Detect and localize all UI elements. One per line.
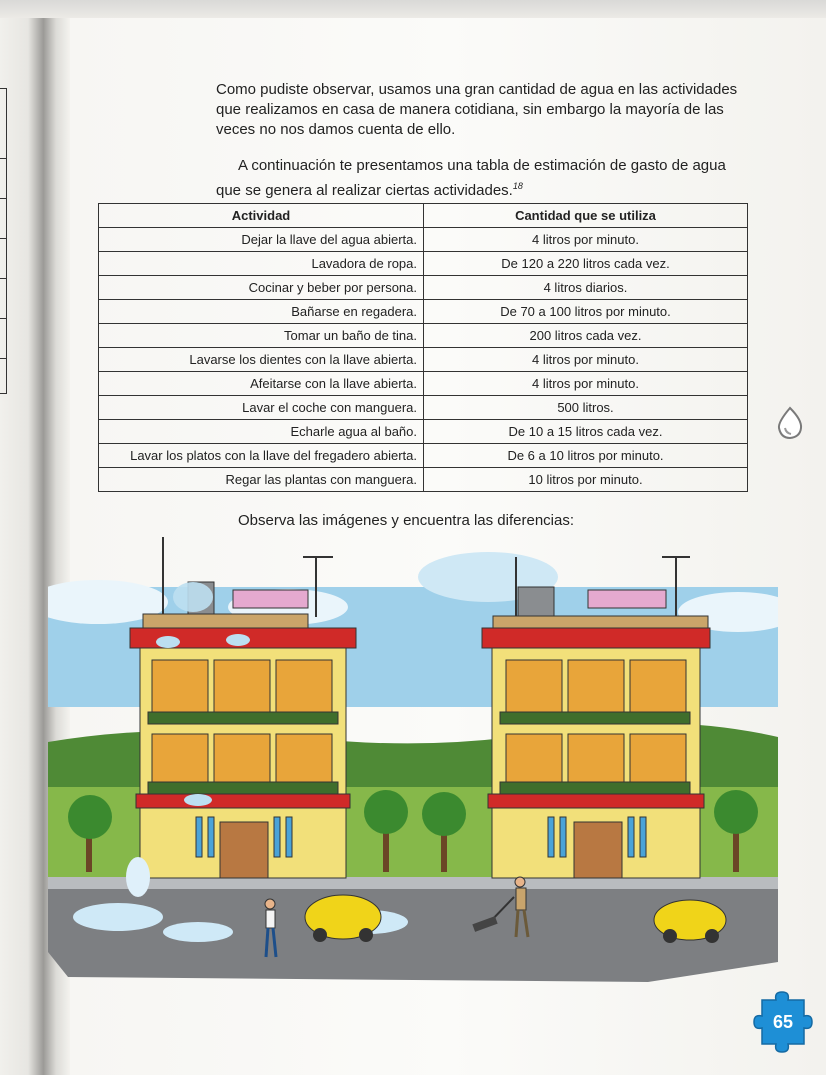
activity-cell: Cocinar y beber por persona. xyxy=(99,276,424,300)
instruction-text: Observa las imágenes y encuentra las diferencias: xyxy=(238,512,575,529)
table-row xyxy=(99,372,748,396)
activity-cell: Bañarse en regadera. xyxy=(99,300,424,324)
activity-cell: Lavadora de ropa. xyxy=(99,252,424,276)
spot-the-difference-illustration xyxy=(48,532,778,992)
water-usage-table xyxy=(98,203,748,492)
table-row xyxy=(99,420,748,444)
puzzle-piece-icon xyxy=(750,988,816,1054)
quantity-cell: 4 litros por minuto. xyxy=(424,228,748,252)
quantity-cell: De 70 a 100 litros por minuto. xyxy=(424,300,748,324)
header-activity: Actividad xyxy=(99,204,424,228)
quantity-cell: 200 litros cada vez. xyxy=(424,324,748,348)
table-row xyxy=(99,228,748,252)
quantity-cell: 4 litros por minuto. xyxy=(424,372,748,396)
table-row xyxy=(99,324,748,348)
top-shadow xyxy=(0,0,826,18)
quantity-cell: 500 litros. xyxy=(424,396,748,420)
page-number: 65 xyxy=(772,1012,794,1032)
quantity-cell: De 6 a 10 litros por minuto. xyxy=(424,444,748,468)
quantity-cell: 10 litros por minuto. xyxy=(424,468,748,492)
quantity-cell: 4 litros diarios. xyxy=(424,276,748,300)
table-intro-paragraph: A continuación te presentamos una tabla de estimación de gasto de agua que se genera al realizar ciertas actividades.$^{18}$ xyxy=(216,157,726,199)
table-row xyxy=(99,300,748,324)
table-row xyxy=(99,468,748,492)
activity-cell: Lavar el coche con manguera. xyxy=(99,396,424,420)
activity-cell: Regar las plantas con manguera. xyxy=(99,468,424,492)
table-row xyxy=(99,252,748,276)
car-left xyxy=(305,895,381,942)
activity-cell: Afeitarse con la llave abierta. xyxy=(99,372,424,396)
table-row xyxy=(99,444,748,468)
activity-cell: Lavar los platos con la llave del fregadero abierta. xyxy=(99,444,424,468)
activity-cell: Lavarse los dientes con la llave abierta. xyxy=(99,348,424,372)
table-header-row xyxy=(99,204,748,228)
activity-cell: Echarle agua al baño. xyxy=(99,420,424,444)
quantity-cell: 4 litros por minuto. xyxy=(424,348,748,372)
table-row xyxy=(99,348,748,372)
quantity-cell: De 120 a 220 litros cada vez. xyxy=(424,252,748,276)
table-row xyxy=(99,396,748,420)
building-right xyxy=(482,557,710,878)
table-row xyxy=(99,276,748,300)
activity-cell: Tomar un baño de tina. xyxy=(99,324,424,348)
quantity-cell: De 10 a 15 litros cada vez. xyxy=(424,420,748,444)
activity-cell: Dejar la llave del agua abierta. xyxy=(99,228,424,252)
previous-page-table-edge xyxy=(0,88,7,394)
water-drop-icon xyxy=(775,406,805,440)
header-quantity: Cantidad que se utiliza xyxy=(424,204,748,228)
car-right xyxy=(654,900,726,943)
footnote-ref: 18 xyxy=(512,181,523,191)
intro-paragraph: Como pudiste observar, usamos una gran cantidad de agua en las actividades que realizamos en casa de manera cotidiana, sin embargo la mayoría de las veces no nos damos cuenta de ello. xyxy=(216,81,738,138)
